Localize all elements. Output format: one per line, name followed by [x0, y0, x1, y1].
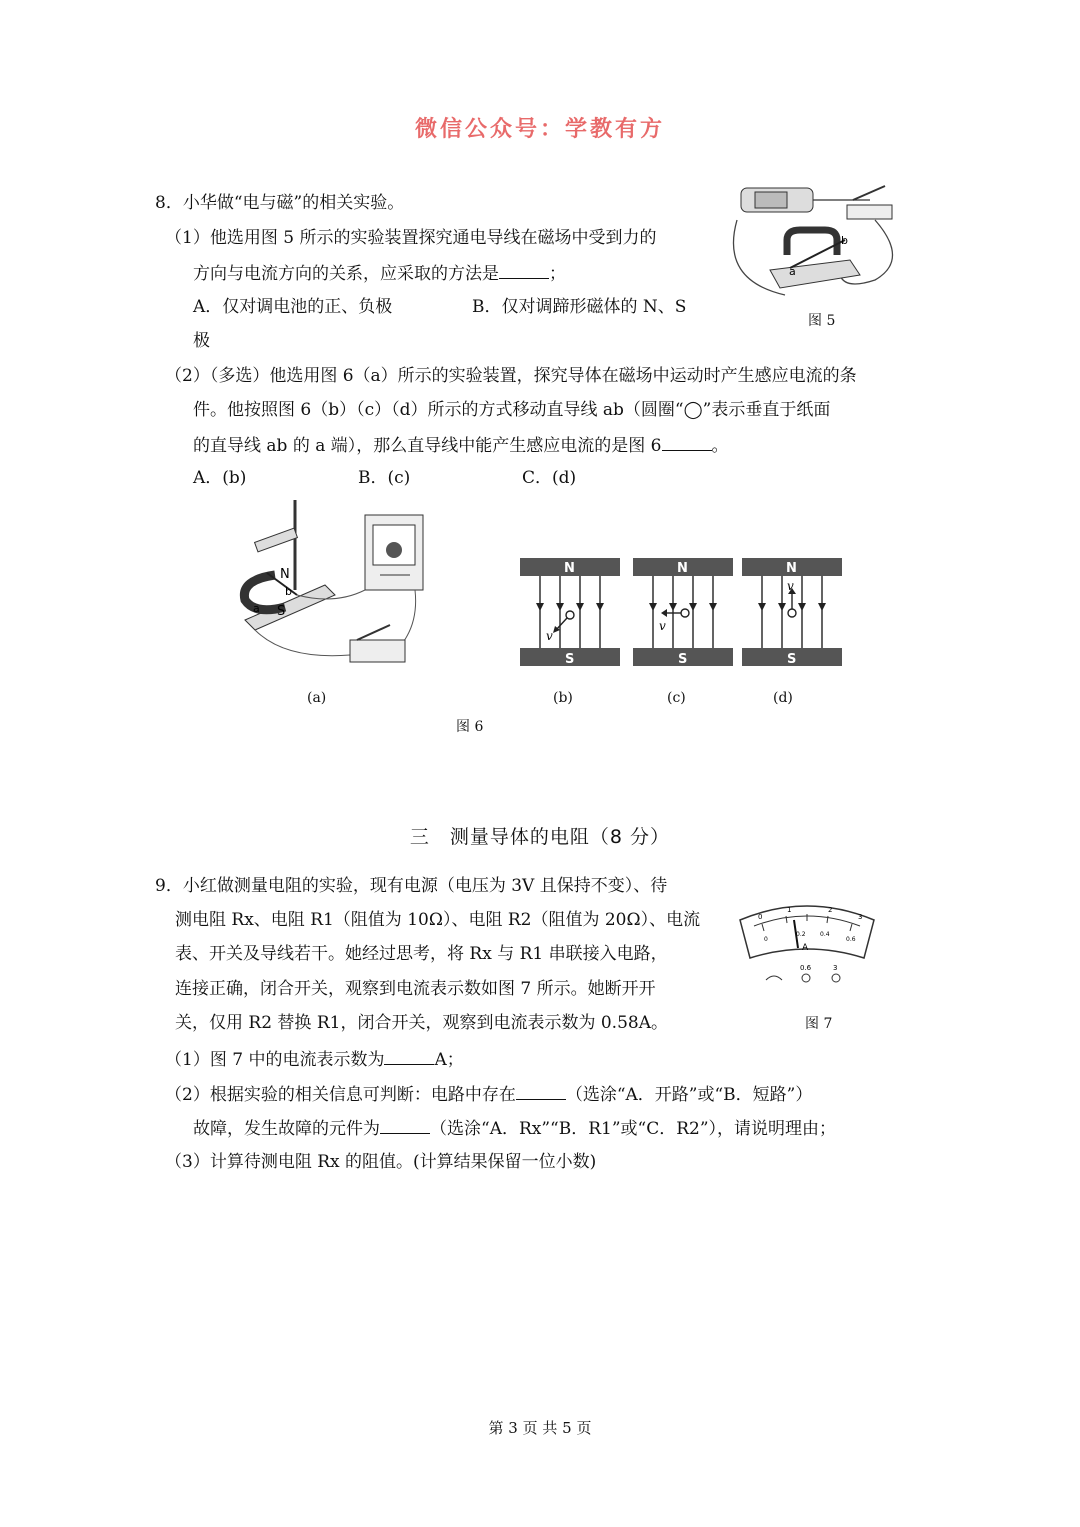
- fig6d-velocity: v: [787, 579, 794, 593]
- fig7-terminal-0-6: 0.6: [800, 964, 812, 972]
- q8-part1-line2: [193, 262, 566, 284]
- fig7-tick-upper-0: 0: [758, 913, 763, 921]
- fig5-label-b: b: [841, 234, 848, 247]
- q8-part2-option-c: C．(d): [522, 468, 577, 488]
- q9-part3: （3）计算待测电阻 Rx 的阻值。(计算结果保留一位小数): [165, 1152, 597, 1172]
- q8-part1-line1: （1）他选用图 5 所示的实验装置探究通电导线在磁场中受到力的: [165, 228, 657, 248]
- q8-part1-option-b: B．仅对调蹄形磁体的 N、S: [472, 297, 687, 317]
- fig7-tick-upper-3: 3: [858, 913, 863, 921]
- figure-7-ammeter: [736, 900, 878, 995]
- q8-part2-option-a: A．(b): [193, 468, 247, 488]
- fig7-tick-lower-2: 0.4: [820, 931, 830, 938]
- fig6a-label-n: N: [280, 567, 290, 582]
- q9-line3: 表、开关及导线若干。她经过思考，将 Rx 与 R1 串联接入电路，: [175, 944, 668, 964]
- answer-blank[interactable]: [499, 262, 549, 279]
- answer-blank[interactable]: [380, 1117, 430, 1134]
- q9-part1-text: （1）图 7 中的电流表示数为: [165, 1050, 385, 1070]
- q9-part2-choices: （选涂“A．开路”或“B．短路”）: [565, 1085, 813, 1105]
- q8-part1-text: 方向与电流方向的关系，应采取的方法是: [193, 264, 499, 284]
- q9-part2-line2: [193, 1117, 836, 1139]
- q8-part1-option-b-cont: 极: [193, 331, 210, 351]
- fig7-tick-lower-0: 0: [764, 936, 768, 943]
- q8-part2-line1: （2）（多选）他选用图 6（a）所示的实验装置，探究导体在磁场中运动时产生感应电流的条: [165, 366, 857, 386]
- figure-6d-label: (d): [773, 690, 793, 706]
- figure-6a-apparatus: [225, 495, 435, 670]
- figure-7-caption: 图 7: [805, 1016, 833, 1032]
- answer-blank[interactable]: [384, 1048, 434, 1065]
- q9-line1: 9．小红做测量电阻的实验，现有电源（电压为 3V 且保持不变）、待: [155, 876, 668, 896]
- page-footer: 第 3 页 共 5 页: [488, 1419, 592, 1437]
- fig7-tick-upper-2: 2: [828, 906, 833, 914]
- figure-6d-diagram: [742, 558, 842, 668]
- fig6d-label-s: S: [787, 652, 797, 667]
- fig6c-label-n: N: [677, 561, 688, 576]
- fig6c-velocity: v: [659, 619, 666, 633]
- figure-6c-diagram: [633, 558, 733, 668]
- fig5-label-a: a: [789, 265, 796, 278]
- q9-part2-text: （2）根据实验的相关信息可判断：电路中存在: [165, 1085, 516, 1105]
- fig6a-label-b: b: [285, 585, 292, 598]
- fig7-tick-lower-3: 0.6: [846, 936, 856, 943]
- answer-blank[interactable]: [662, 434, 712, 451]
- q8-part2-option-b: B．(c): [358, 468, 411, 488]
- fig7-tick-upper-1: 1: [787, 906, 792, 914]
- fig6b-velocity: v: [546, 629, 553, 643]
- q8-part1-end: ；: [549, 264, 566, 284]
- fig6b-label-s: S: [565, 652, 575, 667]
- q9-line4: 连接正确，闭合开关，观察到电流表示数如图 7 所示。她断开开: [175, 979, 656, 999]
- fig6c-label-s: S: [678, 652, 688, 667]
- q8-part2-line3: [193, 434, 729, 456]
- figure-6-caption: 图 6: [456, 719, 484, 735]
- section-heading: 三 测量导体的电阻（8 分）: [409, 826, 671, 848]
- figure-6c-label: (c): [667, 690, 686, 706]
- q9-part2-line1: [165, 1083, 812, 1105]
- q9-line2: 测电阻 Rx、电阻 R1（阻值为 10Ω）、电阻 R2（阻值为 20Ω）、电流: [175, 910, 701, 930]
- figure-5-apparatus: [725, 180, 905, 320]
- fig6a-label-a: a: [253, 602, 260, 615]
- q9-part1-end: A；: [434, 1050, 464, 1070]
- q8-part2-text: 的直导线 ab 的 a 端），那么直导线中能产生感应电流的是图 6: [193, 436, 662, 456]
- watermark-header: 微信公众号：学教有方: [414, 117, 665, 142]
- fig6a-label-s: S: [277, 604, 286, 619]
- q8-part2-line2: 件。他按照图 6（b）（c）（d）所示的方式移动直导线 ab（圆圈“◯”表示垂直于纸面: [193, 400, 831, 420]
- answer-blank[interactable]: [516, 1083, 566, 1100]
- fig7-terminal-3: 3: [833, 964, 838, 972]
- q8-part1-option-a: A．仅对调电池的正、负极: [193, 297, 393, 317]
- q9-part2-line2-choices: （选涂“A．Rx”“B．R1”或“C．R2”），请说明理由；: [430, 1119, 837, 1139]
- fig7-tick-lower-1: 0.2: [796, 931, 806, 938]
- q9-part1: [165, 1048, 464, 1070]
- fig6b-label-n: N: [564, 561, 575, 576]
- figure-6a-label: (a): [307, 690, 327, 706]
- q8-part2-end: 。: [711, 436, 729, 456]
- figure-5-caption: 图 5: [808, 313, 836, 329]
- figure-6b-label: (b): [553, 690, 573, 706]
- fig7-unit: A: [802, 943, 809, 953]
- q8-stem: 8．小华做“电与磁”的相关实验。: [155, 193, 405, 213]
- fig6d-label-n: N: [786, 561, 797, 576]
- q9-line5: 关，仅用 R2 替换 R1，闭合开关，观察到电流表示数为 0.58A。: [175, 1013, 668, 1033]
- figure-6b-diagram: [520, 558, 620, 668]
- q9-part2-line2-text: 故障，发生故障的元件为: [193, 1119, 380, 1139]
